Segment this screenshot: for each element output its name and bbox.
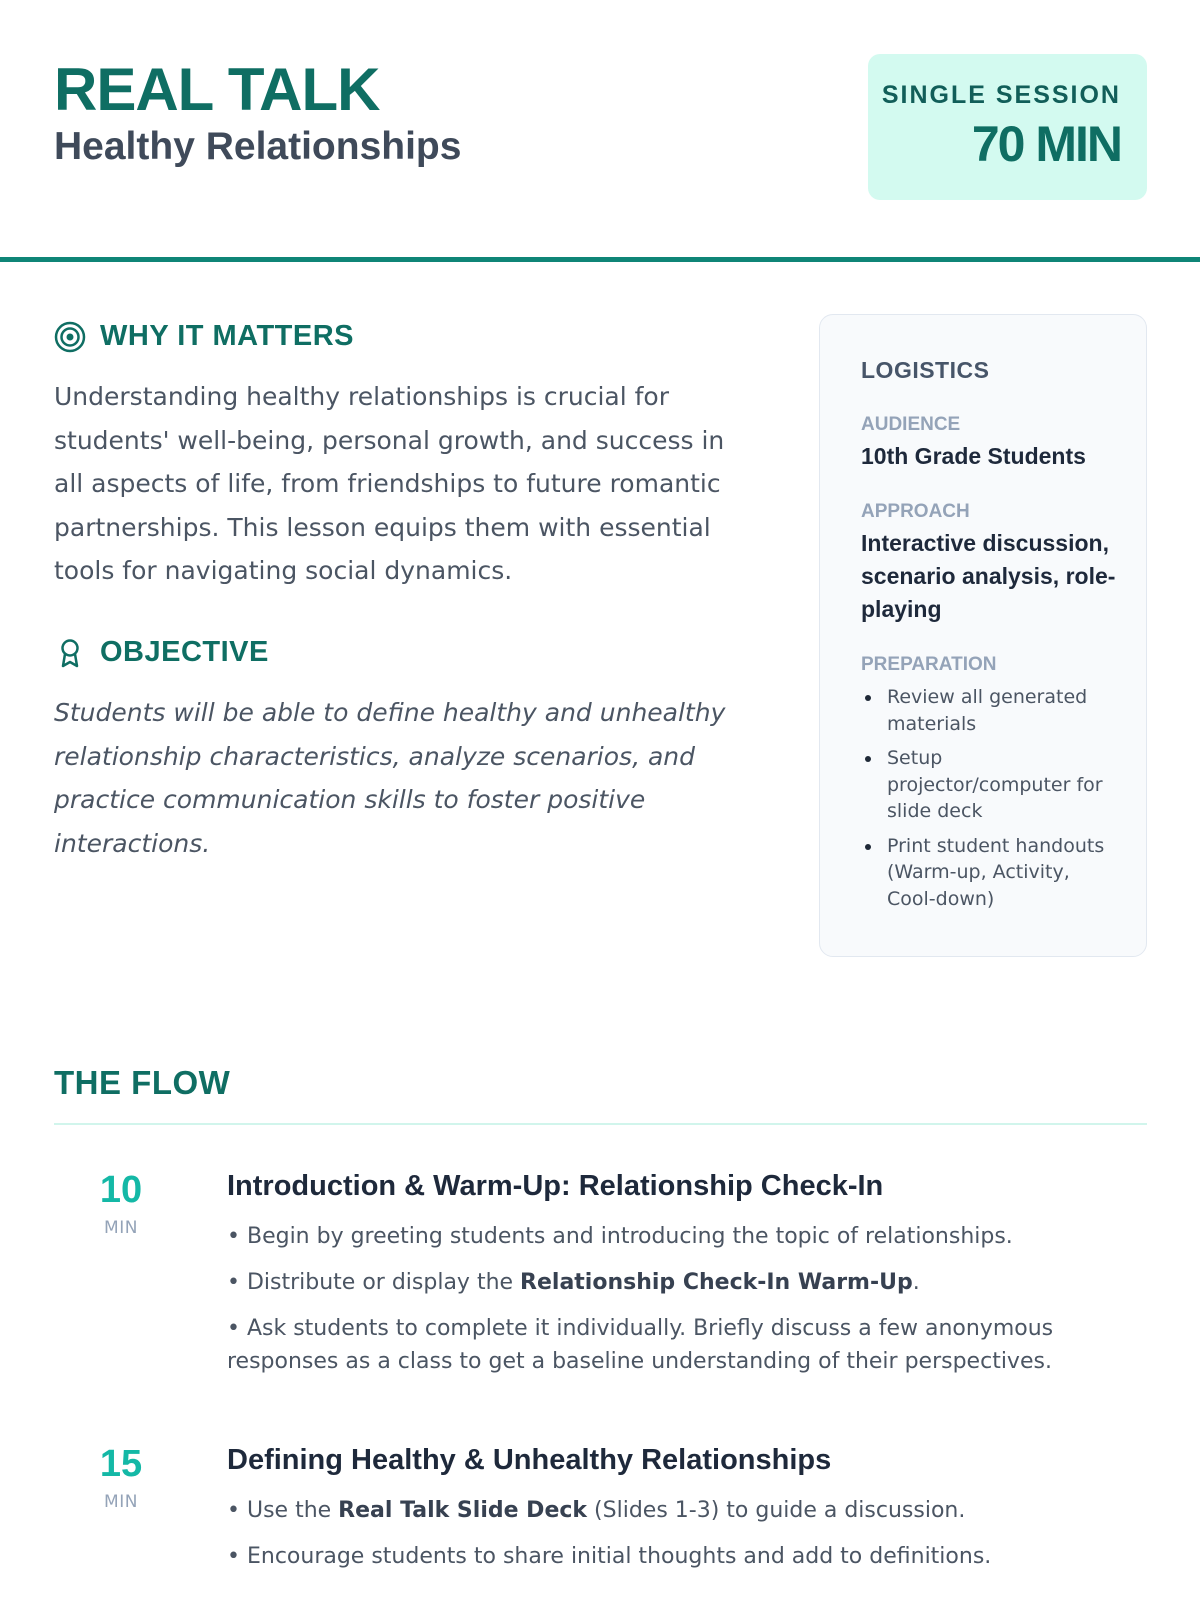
- preparation-block: [861, 654, 1116, 912]
- step-item-text: • Use the: [227, 1498, 339, 1523]
- preparation-list: [861, 684, 1116, 912]
- logistics-title: LOGISTICS: [861, 357, 990, 383]
- step-minutes: 10: [99, 1169, 143, 1211]
- session-label: SINGLE SESSION: [881, 81, 1121, 109]
- page-header: [0, 0, 1200, 262]
- step-item-text: .: [912, 1270, 920, 1295]
- page-subtitle: Healthy Relationships: [54, 125, 462, 168]
- approach-label: APPROACH: [861, 501, 970, 522]
- step-body: [227, 1442, 1087, 1586]
- objective-heading-text: OBJECTIVE: [100, 636, 269, 668]
- step-item-emphasis: Relationship Check-In Warm-Up: [520, 1270, 913, 1295]
- objective-heading: [54, 636, 269, 669]
- step-item: [227, 1540, 1087, 1573]
- preparation-item: Setup projector/computer for slide deck: [861, 745, 1116, 825]
- flow-divider: [54, 1123, 1147, 1125]
- preparation-item: Review all generated materials: [861, 684, 1116, 737]
- step-item: [227, 1494, 1087, 1527]
- step-body: [227, 1168, 1087, 1391]
- award-ribbon-icon: [54, 637, 86, 669]
- step-item-text: • Begin by greeting students and introducing the topic of relationships.: [227, 1224, 1013, 1249]
- approach-value: Interactive discussion, scenario analysis, role-playing: [861, 530, 1116, 622]
- step-item-text: • Ask students to complete it individually. Briefly discuss a few anonymous responses as a class to get a baseline understanding of their perspectives.: [227, 1316, 1054, 1374]
- step-item-text: • Distribute or display the: [227, 1270, 521, 1295]
- session-badge: [868, 54, 1147, 200]
- step-duration: [54, 1168, 188, 1238]
- preparation-item: Print student handouts (Warm-up, Activity, Cool-down): [861, 833, 1116, 913]
- step-item: [227, 1266, 1087, 1299]
- why-it-matters-heading: [54, 320, 354, 353]
- page-title: REAL TALK: [54, 56, 380, 123]
- step-unit: MIN: [104, 1492, 138, 1512]
- step-minutes: 15: [99, 1443, 143, 1485]
- approach-block: [861, 501, 1116, 626]
- target-icon: [54, 321, 86, 353]
- objective-text: Students will be able to define healthy and unhealthy relationship characteristics, analyze scenarios, and practice communication skills to foster positive interactions.: [54, 698, 726, 858]
- step-item-text: (Slides 1-3) to guide a discussion.: [587, 1498, 966, 1523]
- why-heading-text: WHY IT MATTERS: [100, 320, 355, 352]
- step-unit: MIN: [104, 1218, 138, 1238]
- session-duration: 70 MIN: [971, 116, 1121, 172]
- audience-value: 10th Grade Students: [861, 443, 1086, 469]
- audience-label: AUDIENCE: [861, 414, 961, 435]
- audience-block: [861, 414, 1116, 473]
- logistics-card: [819, 314, 1147, 957]
- step-item: [227, 1312, 1087, 1378]
- step-item-emphasis: Real Talk Slide Deck: [338, 1498, 588, 1523]
- flow-heading: THE FLOW: [54, 1064, 231, 1101]
- preparation-label: PREPARATION: [861, 654, 997, 675]
- step-duration: [54, 1442, 188, 1512]
- step-title: Defining Healthy & Unhealthy Relationships: [227, 1444, 832, 1476]
- step-item-text: • Encourage students to share initial thoughts and add to definitions.: [227, 1544, 992, 1569]
- step-item: [227, 1220, 1087, 1253]
- why-it-matters-text: Understanding healthy relationships is crucial for students' well-being, personal growth, and success in all aspects of life, from friendships to future romantic partnerships. This lesson equips them with essential tools for navigating social dynamics.: [54, 382, 725, 585]
- step-title: Introduction & Warm-Up: Relationship Check-In: [227, 1170, 884, 1202]
